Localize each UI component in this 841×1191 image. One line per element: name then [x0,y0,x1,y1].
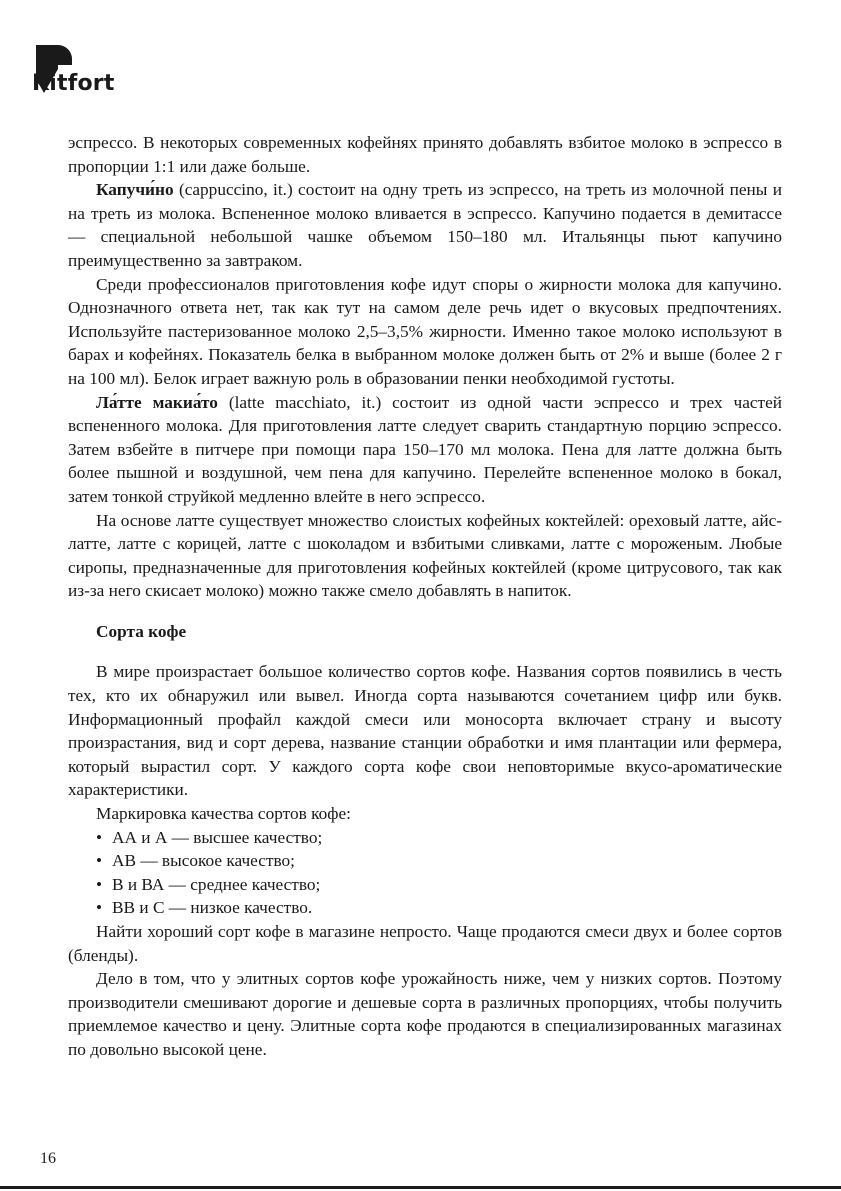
bullet-icon: • [96,851,103,871]
paragraph: Найти хороший сорт кофе в магазине непросто. Чаще продаются смеси двух и более сортов (бленды). [68,922,782,965]
bottom-rule [0,1186,841,1189]
list-item: • АВ — высокое качество; [68,849,782,873]
page-body [68,131,782,1062]
paragraph: В мире произрастает большое количество сортов кофе. Названия сортов появились в честь тех, кто их обнаружил или вывел. Иногда сорта называются сочетанием цифр или букв. Информационный профайл каждой смеси или моносорта включает страну и высоту произрастания, вид и сорт дерева, название станции обработки и имя плантации или фермера, который вырастил сорт. У каждого сорта кофе свои неповторимые вкусо-ароматические характеристики. [68,662,782,800]
bullet-icon: • [96,898,103,918]
paragraph: Маркировка качества сортов кофе: [96,804,351,824]
list-item: • ВВ и С — низкое качество. [68,896,782,920]
paragraph: эспрессо. В некоторых современных кофейнях принято добавлять взбитое молоко в эспрессо в пропорции 1:1 или даже больше. [68,133,782,176]
paragraph-cappuccino: Капучи́но (cappuccino, it.) состоит на одну треть из эспрессо, на треть из молочной пены и на треть из молока. Вспененное молоко вливается в эспрессо. Капучино подается в демитассе — специальной небольшой чашке объемом 150–180 мл. Итальянцы пьют капучино преимущественно за завтраком. [68,180,782,270]
paragraph-latte-macchiato: Ла́тте макиа́то (latte macchiato, it.) состоит из одной части эспрессо и трех частей вспененного молока. Для приготовления латте следует сварить стандартную порцию эспрессо. Затем взбейте в питчере при помощи пара 150–170 мл молока. Пена для латте должна быть более пышной и воздушной, чем пена для капучино. Перелейте вспененное молоко в бокал, затем тонкой струйкой медленно влейте в него эспрессо. [68,392,783,506]
bullet-icon: • [96,827,103,847]
paragraph: Дело в том, что у элитных сортов кофе урожайность ниже, чем у низких сортов. Поэтому производители смешивают дорогие и дешевые сорта в различных пропорциях, чтобы получить приемлемое качество и цену. Элитные сорта кофе продаются в специализированных магазинах по довольно высокой цене. [68,969,782,1059]
page-number: 16 [40,1150,56,1167]
paragraph: На основе латте существует множество слоистых кофейных коктейлей: ореховый латте, айс-латте, латте с корицей, латте с шоколадом и взбитыми сливками, латте с мороженым. Любые сиропы, предназначенные для приготовления кофейных коктейлей (кроме цитрусового, так как из-за него скисает молоко) можно также смело добавлять в напиток. [68,510,782,601]
section-heading: Сорта кофе [96,621,187,641]
term-latte-macchiato: Ла́тте макиа́то [96,392,218,412]
list-item: • В и ВА — среднее качество; [68,873,782,897]
brand-name: Kitfort [32,71,115,96]
bullet-icon: • [96,874,103,894]
term-cappuccino: Капучи́но [96,180,174,200]
paragraph: Среди профессионалов приготовления кофе идут споры о жирности молока для капучино. Однозначного ответа нет, так как тут на самом деле речь идет о вкусовых предпочтениях. Используйте пастеризованное молоко 2,5–3,5% жирности. Именно такое молоко используют в барах и кофейнях. Показатель белка в выбранном молоке должен быть от 2% и выше (более 2 г на 100 мл). Белок играет важную роль в образовании пенки необходимой густоты. [68,274,782,388]
list-item: • АА и А — высшее качество; [68,826,782,850]
quality-list [68,826,782,920]
